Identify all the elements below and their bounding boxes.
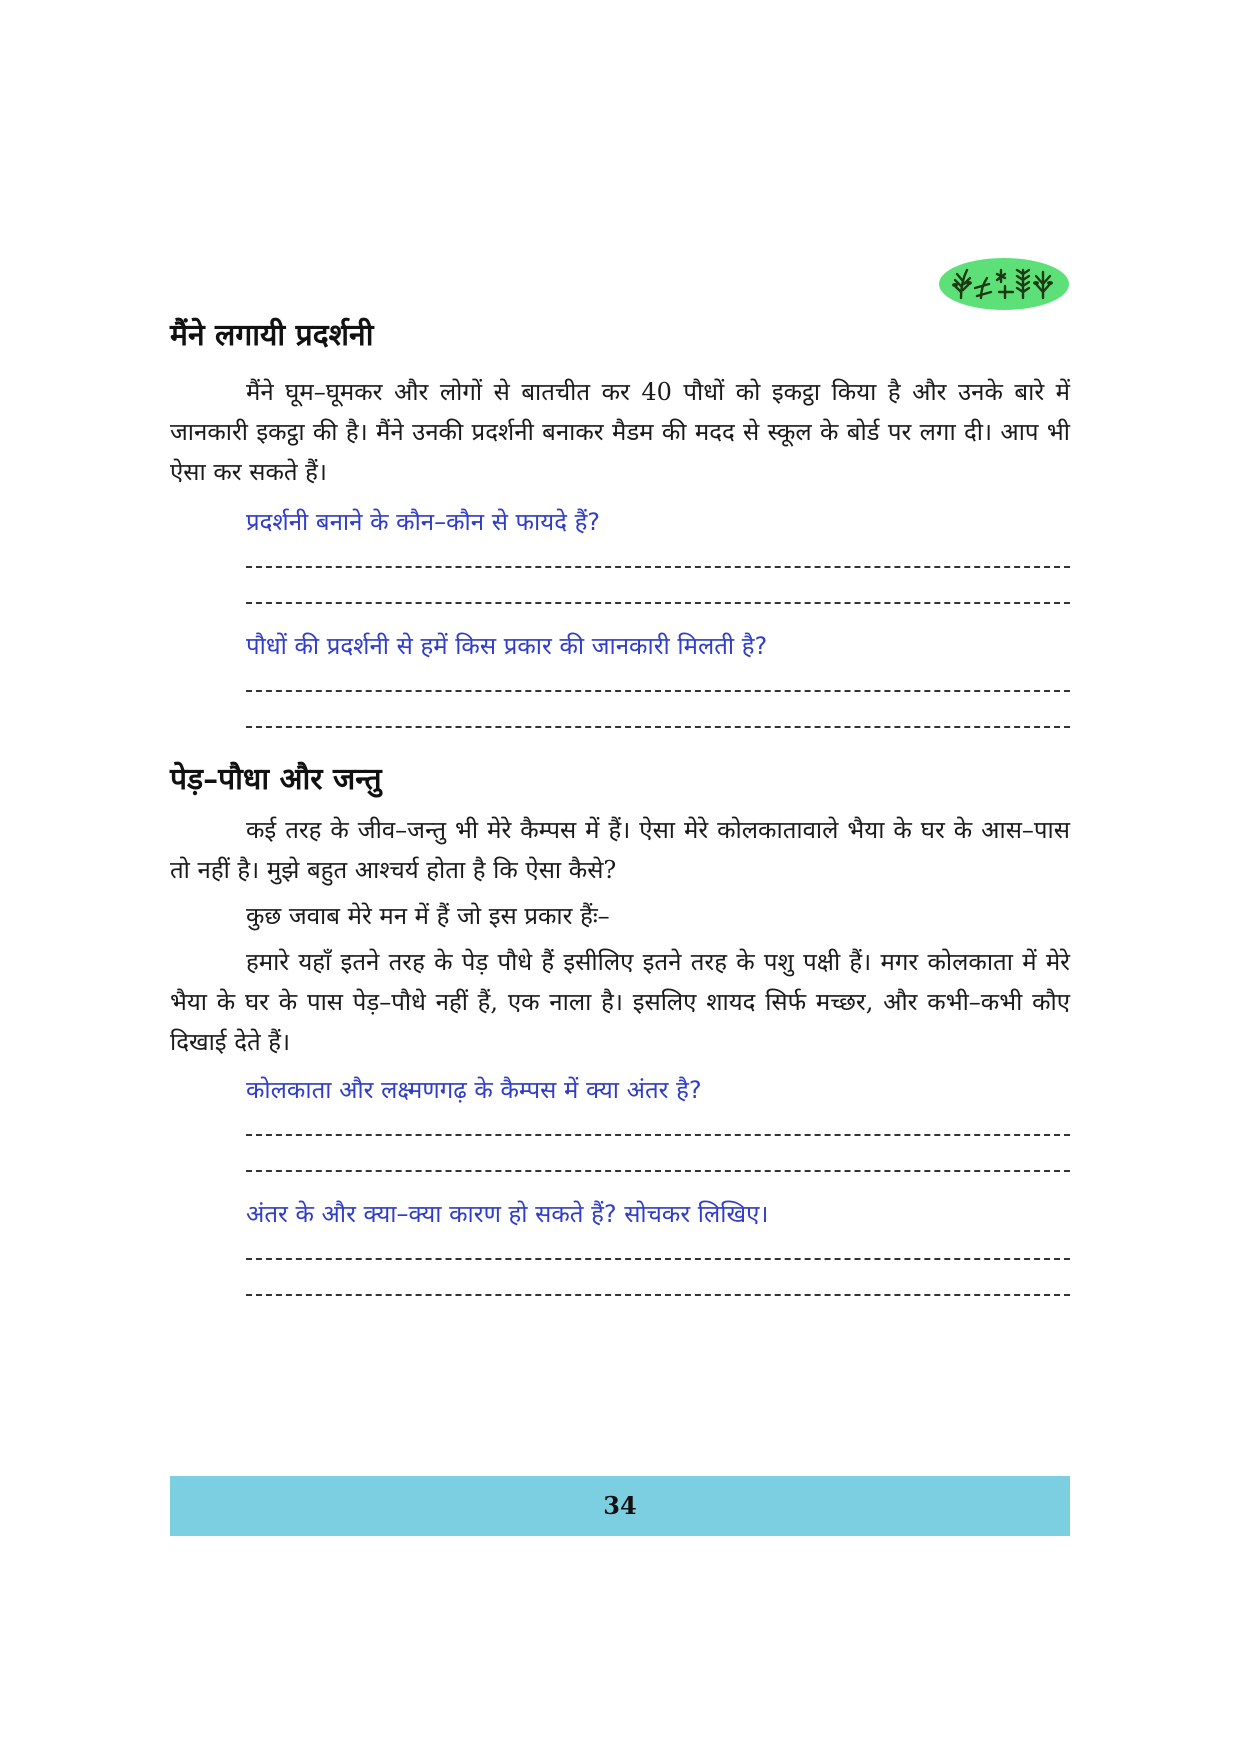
section-heading-exhibition: मैंने लगायी प्रदर्शनी xyxy=(170,318,374,353)
question-campus-difference: कोलकाता और लक्ष्मणगढ़ के कैम्पस में क्या अंतर है? xyxy=(246,1076,702,1104)
answers-intro: कुछ जवाब मेरे मन में हैं जो इस प्रकार हैंः– xyxy=(246,902,610,930)
answer-line[interactable] xyxy=(246,566,1070,568)
answer-line[interactable] xyxy=(246,1258,1070,1260)
answer-line[interactable] xyxy=(246,1134,1070,1136)
answer-line[interactable] xyxy=(246,1294,1070,1296)
answer-line[interactable] xyxy=(246,690,1070,692)
plant-sprigs-icon xyxy=(939,258,1069,310)
section-heading-plants-animals: पेड़–पौधा और जन्तु xyxy=(170,762,382,797)
footer-bar xyxy=(170,1476,1070,1536)
question-exhibition-benefits: प्रदर्शनी बनाने के कौन–कौन से फायदे हैं? xyxy=(246,508,601,536)
answer-line[interactable] xyxy=(246,726,1070,728)
kolkata-paragraph: हमारे यहाँ इतने तरह के पेड़ पौधे हैं इसीलिए इतने तरह के पशु पक्षी हैं। मगर कोलकाता में मेरे भैया के घर के पास पेड़–पौधे नहीं हैं, एक नाला है। इसलिए शायद सिर्फ मच्छर, और कभी–कभी कौए दिखाई देते हैं। xyxy=(170,948,1070,1056)
question-exhibition-information: पौधों की प्रदर्शनी से हमें किस प्रकार की जानकारी मिलती है? xyxy=(246,632,768,660)
answer-line[interactable] xyxy=(246,1170,1070,1172)
question-other-reasons: अंतर के और क्या–क्या कारण हो सकते हैं? सोचकर लिखिए। xyxy=(246,1200,769,1228)
page-number: 34 xyxy=(603,1491,637,1520)
exhibition-paragraph: मैंने घूम–घूमकर और लोगों से बातचीत कर 40 पौधों को इकट्ठा किया है और उनके बारे में जानकारी इकट्ठा की है। मैंने उनकी प्रदर्शनी बनाकर मैडम की मदद से स्कूल के बोर्ड पर लगा दी। आप भी ऐसा कर सकते हैं। xyxy=(170,378,1070,486)
plants-animals-paragraph: कई तरह के जीव–जन्तु भी मेरे कैम्पस में हैं। ऐसा मेरे कोलकातावाले भैया के घर के आस–पास तो नहीं है। मुझे बहुत आश्चर्य होता है कि ऐसा कैसे? xyxy=(170,816,1070,884)
answer-line[interactable] xyxy=(246,602,1070,604)
page-content xyxy=(170,312,1070,1296)
